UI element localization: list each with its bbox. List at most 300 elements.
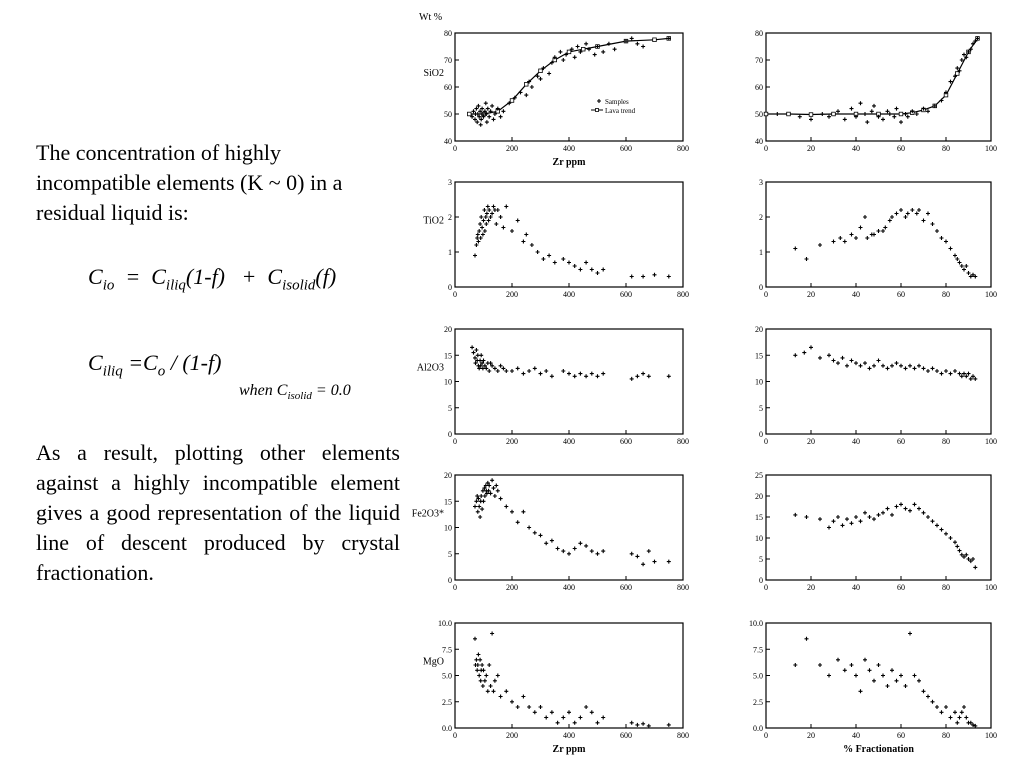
chart-5-sample-point	[962, 372, 966, 376]
equation-condition: when $C_{isolid} = 0.0$	[239, 382, 351, 403]
chart-1-xtick-label: 100	[985, 144, 997, 153]
chart-6-sample-point	[480, 507, 484, 511]
chart-6-sample-point	[596, 552, 600, 556]
chart-6-sample-point	[499, 497, 503, 501]
chart-8-sample-point	[667, 723, 671, 727]
chart-7-sample-point	[895, 505, 899, 509]
chart-8-sample-point	[496, 674, 500, 678]
chart-4-ytick-label: 0	[448, 430, 452, 439]
chart-0-sample-point	[479, 123, 483, 127]
chart-9-sample-point	[958, 716, 962, 720]
chart-7-sample-point	[881, 511, 885, 515]
chart-6-sample-point	[490, 478, 494, 482]
chart-5-sample-point	[922, 366, 926, 370]
chart-2-sample-point	[492, 205, 496, 209]
chart-3-sample-point	[940, 236, 944, 240]
chart-0-sample-point	[487, 115, 491, 119]
chart-1-trend-point	[899, 112, 903, 116]
chart-4-xtick-label: 0	[453, 437, 457, 446]
chart-8-sample-point	[481, 684, 485, 688]
chart-3-sample-point	[949, 247, 953, 251]
chart-2-sample-point	[641, 275, 645, 279]
chart-0-sample-point	[484, 101, 488, 105]
chart-2-sample-point	[487, 208, 491, 212]
chart-1-ytick-label: 70	[755, 56, 763, 65]
chart-6-sample-point	[510, 510, 514, 514]
chart-2-sample-point	[482, 208, 486, 212]
chart-2-sample-point	[667, 275, 671, 279]
chart-2-sample-point	[481, 233, 485, 237]
chart-3-sample-point	[899, 208, 903, 212]
chart-9-sample-point	[793, 663, 797, 667]
chart-7-sample-point	[971, 557, 975, 561]
chart-0-ytick-label: 80	[444, 29, 452, 38]
chart-5-sample-point	[859, 364, 863, 368]
chart-9-sample-point	[953, 710, 957, 714]
chart-9-sample-point	[899, 674, 903, 678]
chart-3-sample-point	[881, 229, 885, 233]
chart-2-sample-point	[561, 257, 565, 261]
chart-6-sample-point	[584, 544, 588, 548]
chart-6-xtick-label: 0	[453, 583, 457, 592]
chart-5-ytick-label: 10	[755, 377, 763, 387]
chart-4-sample-point	[550, 374, 554, 378]
chart-5-xtick-label: 40	[852, 437, 860, 446]
chart-4-sample-point	[499, 364, 503, 368]
chart-5-sample-point	[854, 361, 858, 365]
chart-9-sample-point	[843, 668, 847, 672]
chart-8-sample-point	[477, 674, 481, 678]
chart-1-sample-point	[895, 107, 899, 111]
chart-4-sample-point	[590, 372, 594, 376]
chart-3-sample-point	[805, 257, 809, 261]
chart-2-sample-point	[484, 222, 488, 226]
chart-5-sample-point	[836, 361, 840, 365]
chart-7-sample-point	[827, 526, 831, 530]
chart-0-sample-point	[613, 47, 617, 51]
chart-9-sample-point	[931, 700, 935, 704]
chart-2-xtick-label: 600	[620, 290, 632, 299]
chart-2-sample-point	[478, 222, 482, 226]
chart-8-sample-point	[567, 710, 571, 714]
chart-6-sample-point	[578, 541, 582, 545]
chart-5-sample-point	[886, 366, 890, 370]
chart-7-xtick-label: 100	[985, 583, 997, 592]
chart-1-ytick-label: 40	[755, 137, 763, 146]
chart-3-xtick-label: 100	[985, 290, 997, 299]
chart-5-sample-point	[877, 359, 881, 363]
chart-9-sample-point	[962, 705, 966, 709]
chart-1-sample-point	[863, 112, 867, 116]
chart-2-sample-point	[524, 233, 528, 237]
chart-9-sample-point	[949, 716, 953, 720]
chart-2-sample-point	[476, 233, 480, 237]
chart-7-sample-point	[886, 507, 890, 511]
chart-5-sample-point	[899, 364, 903, 368]
chart-4-sample-point	[596, 374, 600, 378]
chart-7-sample-point	[958, 549, 962, 553]
chart-1-sample-point	[820, 112, 824, 116]
chart-0-sample-point	[641, 45, 645, 49]
chart-0-sample-point	[519, 90, 523, 94]
chart-2-sample-point	[494, 222, 498, 226]
chart-5-ytick-label: 20	[755, 325, 763, 334]
chart-8-sample-point	[499, 695, 503, 699]
chart-8-ytick-label: 7.5	[442, 645, 452, 655]
chart-6-sample-point	[539, 533, 543, 537]
chart-9-sample-point	[881, 674, 885, 678]
chart-7-sample-point	[845, 517, 849, 521]
chart-2-sample-point	[516, 219, 520, 223]
chart-7-sample-point	[964, 553, 968, 557]
chart-3-xtick-label: 60	[897, 290, 905, 299]
chart-0-sample-point	[479, 117, 483, 121]
chart-9-sample-point	[890, 668, 894, 672]
chart-0-legend-trend-label: Lava trend	[605, 107, 636, 115]
chart-1-ytick-label: 80	[755, 29, 763, 38]
chart-4-sample-point	[533, 366, 537, 370]
chart-9-sample-point	[960, 710, 964, 714]
chart-4-xtick-label: 400	[563, 437, 575, 446]
chart-0-legend-samples-marker	[597, 99, 601, 103]
chart-0-sample-point	[573, 55, 577, 59]
chart-8-sample-point	[489, 684, 493, 688]
chart-0-trend-point	[510, 99, 514, 103]
chart-7-sample-point	[960, 553, 964, 557]
chart-7-sample-point	[973, 565, 977, 569]
chart-4-sample-point	[521, 372, 525, 376]
chart-6-xtick-label: 600	[620, 583, 632, 592]
chart-0-trend-point	[581, 47, 585, 51]
chart-7-sample-point	[913, 502, 917, 506]
chart-8-sample-point	[486, 689, 490, 693]
chart-6-sample-point	[492, 486, 496, 490]
chart-3-xtick-label: 40	[852, 290, 860, 299]
chart-1-xtick-label: 0	[764, 144, 768, 153]
chart-1-sample-point	[775, 112, 779, 116]
chart-0-sample-point	[593, 53, 597, 57]
chart-3-xtick-label: 20	[807, 290, 815, 299]
chart-1-sample-point	[850, 107, 854, 111]
chart-7-ytick-label: 15	[755, 513, 763, 522]
chart-7-sample-point	[818, 517, 822, 521]
chart-7-ytick-label: 0	[759, 576, 763, 585]
chart-0-frame	[455, 33, 683, 141]
chart-3-sample-point	[962, 268, 966, 272]
chart-7-sample-point	[926, 515, 930, 519]
chart-1-sample-point	[843, 117, 847, 121]
chart-2-xtick-label: 200	[506, 290, 518, 299]
chart-8-sample-point	[474, 658, 478, 662]
chart-9-sample-point	[818, 663, 822, 667]
chart-9-sample-point	[863, 658, 867, 662]
chart-7-sample-point	[890, 513, 894, 517]
chart-3-sample-point	[904, 215, 908, 219]
chart-3-sample-point	[960, 264, 964, 268]
chart-5-sample-point	[913, 366, 917, 370]
chart-6-sample-point	[494, 484, 498, 488]
chart-5-sample-point	[944, 369, 948, 373]
chart-7-sample-point	[868, 515, 872, 519]
chart-7-sample-point	[850, 521, 854, 525]
chart-7-sample-point	[836, 515, 840, 519]
chart-6-sample-point	[527, 526, 531, 530]
chart-3-sample-point	[838, 236, 842, 240]
chart-5-ytick-label: 15	[755, 351, 763, 361]
chart-2-xtick-label: 800	[677, 290, 689, 299]
chart-3-sample-point	[843, 240, 847, 244]
chart-9-sample-point	[886, 684, 890, 688]
chart-0-sample-point	[490, 104, 494, 108]
chart-8-sample-point	[482, 668, 486, 672]
chart-4-sample-point	[584, 374, 588, 378]
chart-1-trend-point	[764, 112, 768, 116]
chart-6-sample-point	[567, 552, 571, 556]
chart-2-xtick-label: 400	[563, 290, 575, 299]
chart-0-ytick-label: 40	[444, 137, 452, 146]
chart-2-ytick-label: 2	[448, 213, 452, 222]
chart-0-sample-point	[472, 109, 476, 113]
chart-6-sample-point	[478, 515, 482, 519]
chart-6-sample-point	[573, 547, 577, 551]
chart-8-sample-point	[479, 679, 483, 683]
chart-2-sample-point	[567, 261, 571, 265]
chart-3-sample-point	[895, 212, 899, 216]
chart-0-sample-point	[539, 77, 543, 81]
chart-8-sample-point	[483, 679, 487, 683]
chart-1-ytick-label: 60	[755, 83, 763, 92]
chart-6-ytick-label: 20	[444, 471, 452, 480]
chart-5-frame	[766, 329, 991, 434]
chart-4-sample-point	[561, 369, 565, 373]
chart-6-sample-point	[590, 549, 594, 553]
chart-4-sample-point	[474, 348, 478, 352]
chart-6-sample-point	[533, 531, 537, 535]
equation-liquid-concentration: $C_{iliq} =C_o / (1-f)$	[88, 350, 222, 380]
chart-2-sample-point	[547, 254, 551, 258]
chart-7-sample-point	[969, 559, 973, 563]
chart-6-sample-point	[601, 549, 605, 553]
chart-6-sample-point	[667, 560, 671, 564]
chart-0-xtick-label: 200	[506, 144, 518, 153]
chart-3-sample-point	[967, 271, 971, 275]
chart-3-sample-point	[850, 233, 854, 237]
chart-2-ytick-label: 3	[448, 178, 452, 187]
chart-7-sample-point	[899, 502, 903, 506]
chart-3-sample-point	[818, 243, 822, 247]
chart-5-sample-point	[971, 374, 975, 378]
chart-5-sample-point	[809, 345, 813, 349]
chart-2-sample-point	[590, 268, 594, 272]
chart-3-sample-point	[854, 236, 858, 240]
chart-5-sample-point	[969, 377, 973, 381]
chart-4-sample-point	[567, 372, 571, 376]
chart-4-sample-point	[470, 345, 474, 349]
chart-6-sample-point	[561, 549, 565, 553]
chart-1-trend-point	[787, 112, 791, 116]
chart-1-trend-point	[955, 72, 959, 76]
chart-5-sample-point	[863, 361, 867, 365]
chart-4-sample-point	[493, 366, 497, 370]
chart-5-sample-point	[881, 364, 885, 368]
chart-8-sample-point	[544, 716, 548, 720]
chart-0-sample-point	[524, 93, 528, 97]
chart-1-xtick-label: 60	[897, 144, 905, 153]
chart-8-xtick-label: 800	[677, 731, 689, 740]
chart-4-sample-point	[647, 374, 651, 378]
chart-5-sample-point	[926, 369, 930, 373]
chart-9-sample-point	[935, 705, 939, 709]
chart-6-sample-point	[550, 539, 554, 543]
chart-9-ytick-label: 7.5	[753, 645, 763, 655]
chart-4-ytick-label: 20	[444, 325, 452, 334]
chart-9-sample-point	[854, 674, 858, 678]
chart-5-sample-point	[931, 366, 935, 370]
chart-0-ytick-label: 60	[444, 83, 452, 92]
chart-8-sample-point	[590, 710, 594, 714]
chart-7-ytick-label: 10	[755, 534, 763, 543]
chart-0-ytick-label: 50	[444, 110, 452, 119]
chart-6-ytick-label: 10	[444, 523, 452, 533]
chart-7-sample-point	[832, 519, 836, 523]
chart-2-sample-point	[479, 236, 483, 240]
chart-9-ytick-label: 2.5	[753, 697, 763, 707]
chart-4-frame	[455, 329, 683, 434]
chart-7-sample-point	[877, 513, 881, 517]
chart-2-ylabel: TiO2	[423, 215, 444, 227]
chart-2-sample-point	[475, 236, 479, 240]
chart-4-sample-point	[539, 372, 543, 376]
chart-6-xtick-label: 400	[563, 583, 575, 592]
chart-1-sample-point	[892, 115, 896, 119]
chart-8-sample-point	[487, 663, 491, 667]
chart-4-sample-point	[667, 374, 671, 378]
chart-5-sample-point	[872, 364, 876, 368]
chart-4-sample-point	[487, 369, 491, 373]
chart-4-sample-point	[544, 369, 548, 373]
chart-4-sample-point	[635, 374, 639, 378]
chart-6-sample-point	[489, 491, 493, 495]
chart-4-sample-point	[630, 377, 634, 381]
chart-8-ytick-label: 2.5	[442, 697, 452, 707]
chart-3-sample-point	[888, 219, 892, 223]
chart-6-sample-point	[647, 549, 651, 553]
chart-0-sample-point	[530, 85, 534, 89]
chart-0-sample-point	[561, 58, 565, 62]
chart-0-trend-point	[567, 50, 571, 54]
chart-6-sample-point	[635, 554, 639, 558]
chart-8-sample-point	[476, 653, 480, 657]
chart-3-sample-point	[865, 236, 869, 240]
chart-3-sample-point	[877, 229, 881, 233]
chart-0-sample-point	[486, 107, 490, 111]
chart-7-sample-point	[872, 517, 876, 521]
chart-2-frame	[455, 182, 683, 287]
chart-8-sample-point	[647, 724, 651, 728]
chart-5-xtick-label: 80	[942, 437, 950, 446]
chart-2-sample-point	[501, 226, 505, 230]
chart-8-sample-point	[493, 679, 497, 683]
chart-2-sample-point	[541, 257, 545, 261]
chart-7-sample-point	[863, 511, 867, 515]
chart-2-ytick-label: 0	[448, 283, 452, 292]
chart-4-sample-point	[472, 351, 476, 355]
chart-8-ylabel: MgO	[422, 656, 444, 668]
chart-9-xtick-label: 100	[985, 731, 997, 740]
chart-0-sample-point	[576, 45, 580, 49]
chart-4-xtick-label: 200	[506, 437, 518, 446]
chart-5-sample-point	[960, 374, 964, 378]
fractionation-charts	[400, 0, 1024, 768]
chart-4-sample-point	[481, 366, 485, 370]
chart-1-trend-point	[832, 112, 836, 116]
chart-7-sample-point	[859, 519, 863, 523]
chart-7-xtick-label: 80	[942, 583, 950, 592]
chart-8-sample-point	[521, 695, 525, 699]
chart-3-sample-point	[935, 229, 939, 233]
chart-7-sample-point	[944, 532, 948, 536]
chart-2-sample-point	[489, 215, 493, 219]
chart-4-sample-point	[573, 374, 577, 378]
chart-7-xtick-label: 0	[764, 583, 768, 592]
chart-1-sample-point	[888, 112, 892, 116]
chart-6-xtick-label: 800	[677, 583, 689, 592]
chart-3-sample-point	[953, 254, 957, 258]
chart-6-ytick-label: 5	[448, 549, 452, 559]
chart-4-sample-point	[501, 366, 505, 370]
chart-6-sample-point	[474, 499, 478, 503]
chart-0-sample-point	[476, 104, 480, 108]
chart-3-xtick-label: 0	[764, 290, 768, 299]
chart-8-sample-point	[473, 637, 477, 641]
chart-8-xtick-label: 0	[453, 731, 457, 740]
chart-0-sample-point	[630, 36, 634, 40]
chart-2-sample-point	[596, 271, 600, 275]
chart-1-sample-point	[899, 120, 903, 124]
chart-3-sample-point	[890, 215, 894, 219]
chart-2-sample-point	[504, 205, 508, 209]
chart-9-sample-point	[964, 716, 968, 720]
chart-5-sample-point	[793, 353, 797, 357]
chart-2-sample-point	[573, 264, 577, 268]
chart-1-ytick-label: 50	[755, 110, 763, 119]
chart-8-sample-point	[484, 674, 488, 678]
chart-8-sample-point	[630, 721, 634, 725]
chart-9-xtick-label: 20	[807, 731, 815, 740]
chart-6-sample-point	[504, 505, 508, 509]
chart-0-sample-point	[601, 50, 605, 54]
chart-9-sample-point	[877, 663, 881, 667]
chart-4-sample-point	[527, 369, 531, 373]
chart-3-sample-point	[883, 226, 887, 230]
chart-1-xtick-label: 20	[807, 144, 815, 153]
chart-1-sample-point	[809, 117, 813, 121]
chart-6-sample-point	[483, 494, 487, 498]
chart-2-sample-point	[477, 229, 481, 233]
chart-5-sample-point	[908, 364, 912, 368]
chart-5-sample-point	[973, 377, 977, 381]
chart-0-legend-trend-marker	[596, 109, 599, 112]
chart-9-sample-point	[944, 705, 948, 709]
chart-1-sample-point	[926, 109, 930, 113]
chart-8-sample-point	[556, 721, 560, 725]
chart-2-sample-point	[480, 226, 484, 230]
chart-2-sample-point	[485, 212, 489, 216]
chart-3-sample-point	[931, 222, 935, 226]
chart-2-sample-point	[476, 240, 480, 244]
chart-9-sample-point	[895, 679, 899, 683]
chart-4-sample-point	[516, 366, 520, 370]
